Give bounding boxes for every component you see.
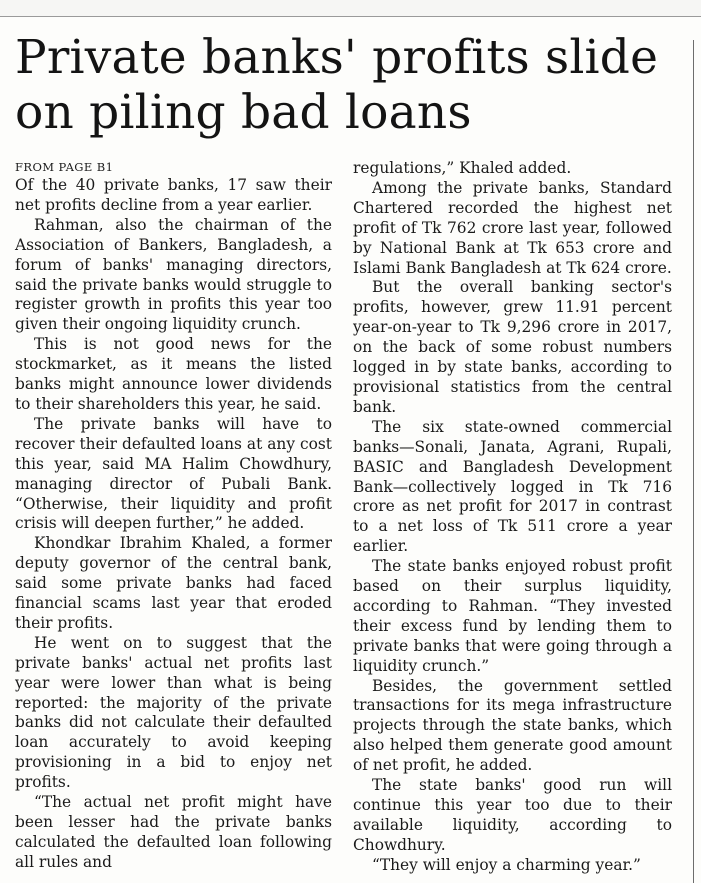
paragraph: He went on to suggest that the private banks' actual net profits last year were lower than what is being reported: the majority of the private banks did not calculate their defaulted loan accurately to avoid keeping provisioning in a bid to enjoy net profits.	[15, 633, 332, 792]
paragraph: Besides, the government settled transactions for its mega infrastructure projects through the state banks, which also helped them generate good amount of net profit, he added.	[353, 676, 672, 775]
paragraph: Of the 40 private banks, 17 saw their net profits decline from a year earlier.	[15, 176, 332, 214]
left-column	[15, 160, 332, 873]
paragraph: The private banks will have to recover their defaulted loans at any cost this year, said MA Halim Chowdhury, managing director of Pubali Bank. “Otherwise, their liquidity and profit crisis will deepen further,” he added.	[15, 414, 332, 533]
paragraph: The state banks enjoyed robust profit based on their surplus liquidity, according to Rahman. “They invested their excess fund by lending them to private banks that were going through a liquidity crunch.”	[353, 557, 672, 675]
paragraph: The six state-owned commercial banks—Sonali, Janata, Agrani, Rupali, BASIC and Bangladesh Development Bank—collectively logged in Tk 716 crore as net profit for 2017 in contrast to a net loss of Tk 511 crore a year earlier.	[353, 417, 672, 556]
column-rule	[693, 40, 694, 883]
headline: Private banks' profits slide on piling bad loans	[15, 30, 659, 140]
paragraph: But the overall banking sector's profits, however, grew 11.91 percent year-on-year to Tk 9,296 crore in 2017, on the back of some robust numbers logged in by state banks, according to provisional statistics from the central bank.	[353, 278, 672, 416]
top-rule	[0, 0, 701, 17]
paragraph: “The actual net profit might have been lesser had the private banks calculated the defaulted loan following all rules and	[15, 793, 332, 871]
paragraph: “They will enjoy a charming year.”	[372, 855, 641, 874]
paragraph: Rahman, also the chairman of the Association of Bankers, Bangladesh, a forum of banks' managing directors, said the private banks would struggle to register growth in profits this year too given their ongoing liquidity crunch.	[15, 215, 332, 334]
paragraph: Among the private banks, Standard Chartered recorded the highest net profit of Tk 762 crore last year, followed by National Bank at Tk 653 crore and Islami Bank Bangladesh at Tk 624 crore.	[353, 178, 672, 277]
right-column	[353, 159, 672, 876]
paragraph: Khondkar Ibrahim Khaled, a former deputy governor of the central bank, said some private banks had faced financial scams last year that eroded their profits.	[15, 534, 332, 632]
paragraph: This is not good news for the stockmarket, as it means the listed banks might announce lower dividends to their shareholders this year, he said.	[15, 335, 332, 413]
paragraph: The state banks' good run will continue this year too due to their available liquidity, according to Chowdhury.	[353, 776, 672, 854]
paragraph: regulations,” Khaled added.	[353, 159, 572, 177]
dateline: FROM PAGE B1	[15, 160, 114, 174]
